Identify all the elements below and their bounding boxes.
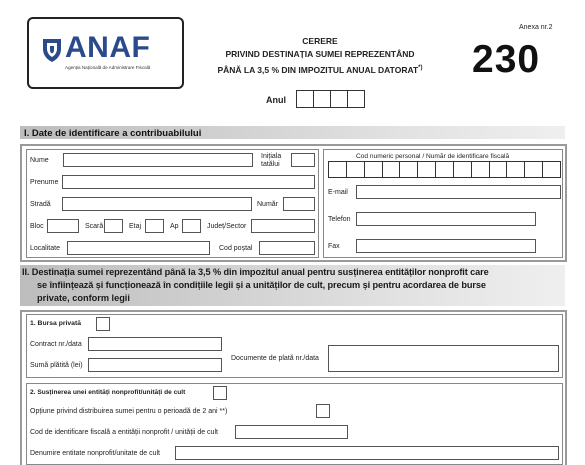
bloc-field[interactable]: [47, 219, 79, 233]
localitate-label: Localitate: [30, 245, 60, 252]
year-label: Anul: [266, 95, 286, 105]
judet-label: Județ/Sector: [207, 223, 247, 230]
cnp-digit-box[interactable]: [382, 161, 400, 178]
optiune-label: Opțiune privind distribuirea sumei pentru o perioadă de 2 ani **): [30, 408, 228, 415]
cnp-digit-box[interactable]: [328, 161, 346, 178]
cnp-digit-box[interactable]: [542, 161, 561, 178]
documente-field[interactable]: [328, 345, 559, 372]
initiala-label-line2: tatălui: [261, 161, 280, 168]
email-label: E-mail: [328, 189, 348, 196]
cod-postal-label: Cod poștal: [219, 245, 253, 252]
denumire-field[interactable]: [175, 446, 559, 460]
telefon-label: Telefon: [328, 216, 351, 223]
etaj-field[interactable]: [145, 219, 164, 233]
judet-field[interactable]: [251, 219, 315, 233]
sustinere-title: 2. Susținerea unei entități nonprofit/unități de cult: [30, 389, 186, 396]
year-digit-box[interactable]: [330, 90, 347, 108]
cnp-digit-box[interactable]: [435, 161, 453, 178]
cnp-digit-box[interactable]: [364, 161, 382, 178]
form-title-line3-text: PÂNĂ LA 3,5 % DIN IMPOZITUL ANUAL DATORAT: [217, 64, 419, 75]
form-number: 230: [472, 38, 541, 81]
denumire-label: Denumire entitate nonprofit/unitate de cult: [30, 450, 160, 457]
optiune-checkbox[interactable]: [316, 404, 330, 418]
cnp-digit-box[interactable]: [453, 161, 471, 178]
anaf-shield-icon: [41, 37, 63, 63]
cnp-digit-box[interactable]: [417, 161, 435, 178]
numar-field[interactable]: [283, 197, 315, 211]
nume-label: Nume: [30, 157, 49, 164]
sustinere-checkbox[interactable]: [213, 386, 227, 400]
cnp-input[interactable]: [328, 161, 561, 178]
telefon-field[interactable]: [356, 212, 536, 226]
suma-field[interactable]: [88, 358, 222, 372]
bloc-label: Bloc: [30, 223, 44, 230]
anaf-logo-box: [27, 17, 184, 89]
annex-label: Anexa nr.2: [519, 24, 553, 31]
bursa-privata-checkbox[interactable]: [96, 317, 110, 331]
fax-label: Fax: [328, 243, 340, 250]
cnp-digit-box[interactable]: [346, 161, 364, 178]
strada-field[interactable]: [62, 197, 252, 211]
form-title-line3: [190, 62, 450, 77]
scara-label: Scară: [85, 223, 104, 230]
section2-title-line1: II. Destinația sumei reprezentând până la 3,5 % din impozitul anual pentru susținerea entităților nonprofit care: [22, 267, 489, 277]
section1-title: I. Date de identificare a contribuabilului: [24, 128, 202, 139]
ap-label: Ap: [170, 223, 179, 230]
year-input[interactable]: [296, 90, 365, 108]
section1-title-bar: [20, 126, 565, 139]
cnp-digit-box[interactable]: [506, 161, 524, 178]
fax-field[interactable]: [356, 239, 536, 253]
cod-identificare-field[interactable]: [235, 425, 348, 439]
email-field[interactable]: [356, 185, 561, 199]
strada-label: Stradă: [30, 201, 51, 208]
bursa-privata-title: 1. Bursa privată: [30, 320, 81, 327]
cod-identificare-label: Cod de identificare fiscală a entității nonprofit / unității de cult: [30, 429, 218, 436]
initiala-label-line1: Inițiala: [261, 153, 282, 160]
cnp-label: Cod numeric personal / Număr de identificare fiscală: [356, 153, 510, 160]
documente-label: Documente de plată nr./data: [231, 355, 319, 362]
year-digit-box[interactable]: [347, 90, 365, 108]
cnp-digit-box[interactable]: [471, 161, 489, 178]
title-footnote: *): [418, 65, 423, 71]
localitate-field[interactable]: [67, 241, 210, 255]
form-title-line1: CERERE: [302, 36, 338, 46]
nume-field[interactable]: [63, 153, 253, 167]
prenume-field[interactable]: [62, 175, 315, 189]
cnp-digit-box[interactable]: [489, 161, 507, 178]
section2-title-line3: private, conform legii: [37, 293, 130, 303]
contract-label: Contract nr./data: [30, 341, 82, 348]
year-digit-box[interactable]: [313, 90, 330, 108]
ap-field[interactable]: [182, 219, 201, 233]
cod-postal-field[interactable]: [259, 241, 315, 255]
initiala-field[interactable]: [291, 153, 315, 167]
suma-label: Sumă plătită (lei): [30, 362, 83, 369]
year-digit-box[interactable]: [296, 90, 313, 108]
etaj-label: Etaj: [129, 223, 142, 230]
anaf-logo-text: ANAF: [65, 31, 151, 64]
contract-field[interactable]: [88, 337, 222, 351]
cnp-digit-box[interactable]: [524, 161, 542, 178]
section2-title-line2: se înființează și funcționează în condițiile legii și a unităților de cult, precum și pentru acordarea de burse: [37, 280, 486, 290]
anaf-logo-subtitle: Agenția Națională de Administrare Fiscală: [65, 65, 151, 70]
cnp-digit-box[interactable]: [399, 161, 417, 178]
scara-field[interactable]: [104, 219, 123, 233]
form-title-line2: PRIVIND DESTINAȚIA SUMEI REPREZENTÂND: [225, 49, 415, 59]
numar-label: Număr: [257, 201, 279, 208]
prenume-label: Prenume: [30, 179, 59, 186]
